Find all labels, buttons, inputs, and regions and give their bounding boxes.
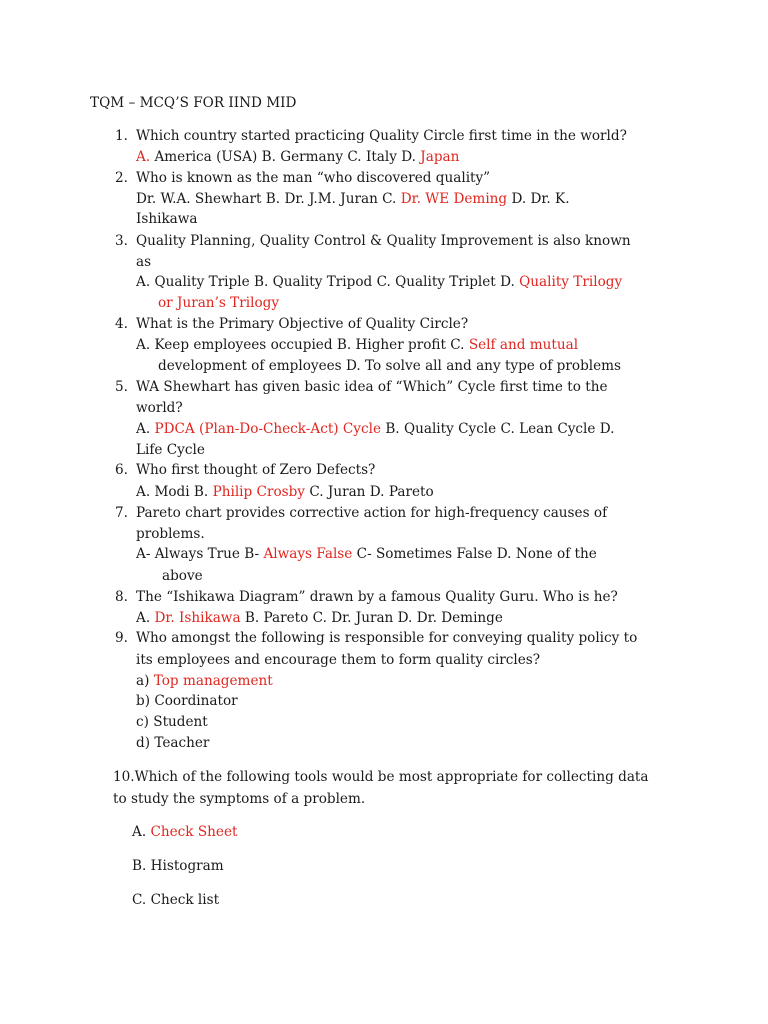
option-text: D. Dr. K. xyxy=(507,191,570,207)
question-number: 5. xyxy=(115,379,128,395)
correct-answer: Philip Crosby xyxy=(212,484,305,500)
question-number: 3. xyxy=(115,233,128,249)
correct-answer: PDCA (Plan-Do-Check-Act) Cycle xyxy=(154,421,381,437)
answer-options-continued: development of employees D. To solve all and any type of problems xyxy=(158,358,622,374)
option-text: B. Pareto C. Dr. Juran D. Dr. Deminge xyxy=(240,610,503,626)
correct-answer: Top management xyxy=(153,673,273,689)
answer-options xyxy=(136,419,614,439)
option-text: A. Modi B. xyxy=(136,484,213,500)
correct-answer: Check Sheet xyxy=(150,824,238,840)
option-prefix: d) xyxy=(136,735,155,751)
option-text: Check list xyxy=(150,892,220,908)
answer-options xyxy=(136,482,434,502)
option-text: A. xyxy=(136,421,155,437)
option-prefix: B. xyxy=(132,858,151,874)
option-text: C- Sometimes False D. None of the xyxy=(352,546,597,562)
option-text: A. Keep employees occupied B. Higher profit C. xyxy=(136,337,469,353)
correct-answer: Quality Trilogy xyxy=(519,274,623,290)
option-text: C. Juran D. Pareto xyxy=(305,484,434,500)
option-d xyxy=(136,733,209,753)
question-text-continued: world? xyxy=(136,400,183,416)
option-c xyxy=(136,712,208,732)
correct-answer: Dr. Ishikawa xyxy=(154,610,241,626)
option-text: A- Always True B- xyxy=(136,546,264,562)
question-text: Who amongst the following is responsible for conveying quality policy to xyxy=(136,630,638,646)
answer-options xyxy=(136,189,570,209)
document-title: TQM – MCQ’S FOR IIND MID xyxy=(90,95,297,111)
answer-options xyxy=(136,335,578,355)
answer-options-continued: Life Cycle xyxy=(136,442,205,458)
question-number: 6. xyxy=(115,462,128,478)
option-text: Histogram xyxy=(150,858,224,874)
question-text: 10.Which of the following tools would be most appropriate for collecting data xyxy=(113,769,649,785)
option-prefix: a) xyxy=(136,673,154,689)
option-text: A. Quality Triple B. Quality Tripod C. Quality Triplet D. xyxy=(136,274,520,290)
question-text: The “Ishikawa Diagram” drawn by a famous Quality Guru. Who is he? xyxy=(136,589,618,605)
option-a-label: A. xyxy=(136,149,151,165)
question-text: What is the Primary Objective of Quality Circle? xyxy=(136,316,469,332)
question-text: Which country started practicing Quality Circle first time in the world? xyxy=(136,128,627,144)
answer-options xyxy=(136,608,503,628)
question-text-continued: its employees and encourage them to form quality circles? xyxy=(136,652,541,668)
option-prefix: A. xyxy=(132,824,151,840)
question-text: Who is known as the man “who discovered quality” xyxy=(136,170,491,186)
question-number: 2. xyxy=(115,170,128,186)
question-text: Quality Planning, Quality Control & Quality Improvement is also known xyxy=(136,233,631,249)
question-text-continued: as xyxy=(136,254,152,270)
answer-options xyxy=(136,272,622,292)
correct-answer: Always False xyxy=(263,546,353,562)
option-text: America (USA) B. Germany C. Italy D. xyxy=(150,149,421,165)
option-text: A. xyxy=(136,610,155,626)
option-text: B. Quality Cycle C. Lean Cycle D. xyxy=(381,421,615,437)
correct-answer: Dr. WE Deming xyxy=(400,191,508,207)
option-a xyxy=(132,822,237,842)
question-text: WA Shewhart has given basic idea of “Which” Cycle first time to the xyxy=(136,379,608,395)
question-number: 9. xyxy=(115,630,128,646)
option-prefix: C. xyxy=(132,892,151,908)
question-text: Pareto chart provides corrective action for high-frequency causes of xyxy=(136,505,608,521)
option-b xyxy=(132,856,224,876)
question-text-continued: to study the symptoms of a problem. xyxy=(113,791,366,807)
answer-options xyxy=(136,544,597,564)
option-a xyxy=(136,671,273,691)
answer-options xyxy=(136,147,459,167)
correct-answer: Japan xyxy=(420,149,460,165)
question-number: 8. xyxy=(115,589,128,605)
question-number: 7. xyxy=(115,505,128,521)
option-text: Dr. W.A. Shewhart B. Dr. J.M. Juran C. xyxy=(136,191,401,207)
answer-options-continued: Ishikawa xyxy=(136,211,198,227)
question-text-continued: problems. xyxy=(136,526,205,542)
option-text: Coordinator xyxy=(154,693,238,709)
option-text: Teacher xyxy=(154,735,210,751)
option-text: Student xyxy=(153,714,208,730)
answer-options-continued: above xyxy=(162,568,203,584)
option-b xyxy=(136,691,238,711)
option-c xyxy=(132,890,219,910)
option-prefix: c) xyxy=(136,714,154,730)
option-prefix: b) xyxy=(136,693,155,709)
question-number: 4. xyxy=(115,316,128,332)
question-text: Who first thought of Zero Defects? xyxy=(136,462,376,478)
correct-answer: Self and mutual xyxy=(468,337,579,353)
question-number: 1. xyxy=(115,128,128,144)
correct-answer-continued: or Juran’s Trilogy xyxy=(158,295,280,311)
